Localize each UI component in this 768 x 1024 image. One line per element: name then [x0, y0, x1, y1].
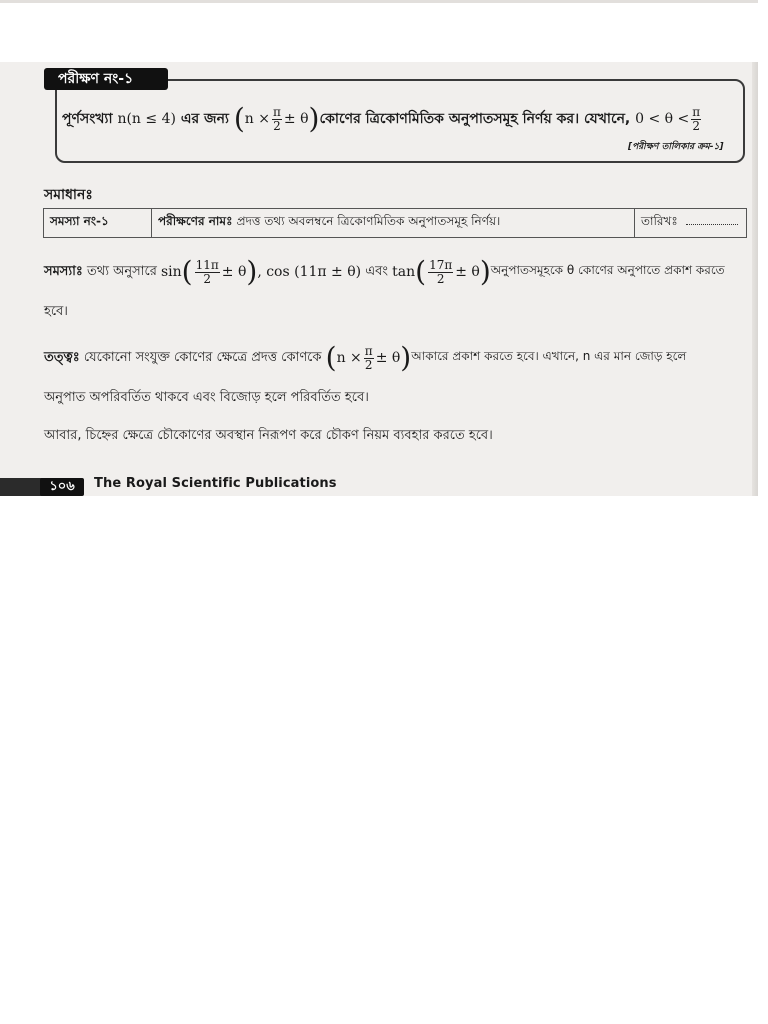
problem-text-d: হবে।: [44, 304, 68, 319]
theory-text-c: অনুপাত অপরিবর্তিত থাকবে এবং বিজোড় হলে পরিবর্তিত হবে।: [44, 390, 369, 405]
exam-tag: পরীক্ষণ নং-১: [44, 68, 168, 90]
sin-numerator: 11π: [195, 257, 219, 272]
theory-line-2: [44, 388, 369, 409]
theory-denominator: 2: [364, 357, 373, 372]
expr-n: n ×: [244, 111, 270, 127]
paren-close: ): [400, 341, 412, 374]
scanned-page: [0, 62, 758, 496]
paren-open: (: [325, 341, 337, 374]
cos-expression: , cos (11π ± θ): [257, 264, 362, 280]
problem-number-cell: সমস্যা নং-১: [44, 209, 152, 238]
table-row: [44, 209, 747, 238]
exam-text-c: এর জন্য: [180, 111, 229, 127]
tan-denominator: 2: [436, 271, 445, 286]
exam-range: 0 < θ <: [635, 111, 690, 127]
range-denominator: 2: [692, 118, 701, 133]
problem-label: সমস্যাঃ: [44, 263, 83, 279]
problem-text-a: তথ্য অনুসারে: [87, 263, 157, 279]
solution-heading: সমাধানঃ: [44, 187, 93, 203]
problem-text-b: এবং: [365, 263, 388, 279]
frac-denominator: 2: [273, 118, 281, 133]
sin-fn: sin: [160, 264, 182, 280]
sin-pm: ± θ: [221, 264, 247, 280]
experiment-name-cell: [152, 209, 635, 238]
experiment-name-label: পরীক্ষণের নামঃ: [158, 214, 233, 228]
paren-close: ): [308, 102, 320, 135]
frac-numerator: π: [273, 104, 281, 119]
theory-fraction: [364, 345, 374, 372]
page-right-edge: [752, 62, 758, 496]
theory-text-d: আবার, চিহ্নের ক্ষেত্রে চৌকোণের অবস্থান নিরূপণ করে চৌকণ নিয়ম ব্যবহার করতে হবে।: [44, 428, 493, 443]
range-fraction: [691, 106, 701, 133]
theory-numerator: π: [364, 343, 373, 358]
sin-denominator: 2: [203, 271, 211, 286]
paren-open: (: [415, 255, 427, 288]
theory-pm: ± θ: [375, 350, 401, 366]
experiment-name: প্রদত্ত তথ্য অবলম্বনে ত্রিকোণমিতিক অনুপাতসমূহ নির্ণয়।: [236, 214, 501, 228]
theory-text-a: যেকোনো সংযুক্ত কোণের ক্ষেত্রে প্রদত্ত কোণকে: [83, 349, 322, 365]
problem-table: [43, 208, 747, 238]
tan-pm: ± θ: [455, 264, 480, 280]
exam-text-d: কোণের ত্রিকোণমিতিক অনুপাতসমূহ নির্ণয় কর। যেখানে,: [319, 111, 631, 127]
problem-line-2: [44, 302, 68, 323]
date-blank: [686, 215, 738, 225]
theory-line-3: [44, 426, 493, 447]
publisher-name: The Royal Scientific Publications: [94, 476, 337, 491]
theory-label: তত্ত্বঃ: [44, 349, 80, 365]
paren-open: (: [233, 102, 245, 135]
paren-close: ): [479, 255, 491, 288]
exam-reference: [পরীক্ষণ তালিকার ক্রম-১]: [628, 142, 724, 152]
problem-text-c: অনুপাতসমূহকে θ কোণের অনুপাতে প্রকাশ করতে: [490, 263, 725, 277]
theory-expr-n: n ×: [336, 350, 362, 366]
page-number: ১০৬: [40, 478, 84, 496]
tan-numerator: 17π: [429, 257, 453, 272]
exam-statement: [62, 102, 742, 136]
exam-text-a: পূর্ণসংখ্যা: [62, 111, 113, 127]
problem-line-1: [44, 255, 725, 288]
theory-line-1: [44, 341, 687, 374]
expr-pm: ± θ: [283, 111, 309, 127]
range-numerator: π: [692, 104, 701, 119]
paren-close: ): [246, 255, 258, 288]
exam-condition-n: n(n ≤ 4): [117, 111, 176, 127]
sin-fraction: [195, 259, 220, 286]
expr-fraction: [272, 106, 282, 133]
tan-fraction: [428, 259, 453, 286]
page-top-edge: [0, 0, 758, 3]
tan-fn: tan: [392, 264, 416, 280]
date-cell: [635, 209, 747, 238]
paren-open: (: [181, 255, 193, 288]
theory-text-b: আকারে প্রকাশ করতে হবে। এখানে, n এর মান জোড় হলে: [411, 349, 687, 363]
date-label: তারিখঃ: [641, 214, 678, 228]
